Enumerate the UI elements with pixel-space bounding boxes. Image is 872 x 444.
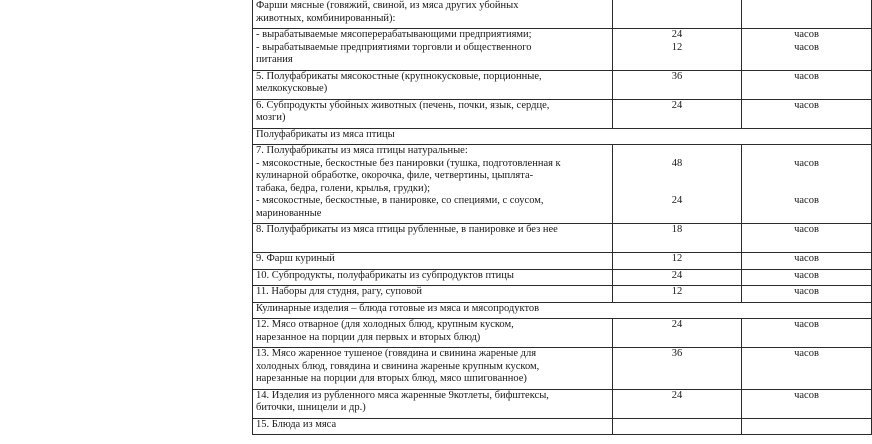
storage-term-cell (613, 253, 742, 270)
text-line (742, 83, 871, 96)
text-line (613, 332, 741, 345)
storage-term-cell (613, 418, 742, 435)
text-line: часов (794, 348, 819, 359)
text-line (742, 145, 871, 158)
text-line: 6. Субпродукты убойных животных (печень, почки, язык, сердце, (256, 99, 550, 111)
text-line: маринованные (256, 207, 322, 219)
text-line: часов (794, 29, 819, 40)
text-line: 7. Полуфабрикаты из мяса птицы натуральные: (256, 145, 468, 156)
text-line: Полуфабрикаты из мяса птицы (256, 128, 395, 140)
item-name-cell (253, 29, 613, 71)
text-line: 9. Фарш куриный (256, 253, 335, 264)
storage-term-cell (613, 99, 742, 128)
term-unit-cell (742, 0, 872, 29)
text-line: 10. Субпродукты, полуфабрикаты из субпродуктов птицы (256, 269, 514, 281)
text-line: 14. Изделия из рубленного мяса жаренные 9котлеты, бифштексы, (256, 389, 549, 401)
text-line (742, 402, 871, 415)
storage-term-cell (613, 70, 742, 99)
item-name-cell (253, 253, 613, 270)
item-name-cell (253, 99, 613, 128)
table-body (253, 0, 872, 435)
text-line (613, 145, 741, 158)
section-title-cell (253, 128, 872, 145)
text-line: 12. Мясо отварное (для холодных блюд, крупным куском, (256, 319, 514, 330)
table-row (253, 0, 872, 29)
text-line: - мясокостные, бескостные без панировки (тушка, подготовленная к (256, 157, 561, 169)
storage-term-cell (613, 389, 742, 418)
text-line: - вырабатываемые мясоперерабатывающими предприятиями; (256, 29, 532, 40)
text-line: часов (794, 41, 819, 53)
text-line (742, 112, 871, 125)
text-line: часов (794, 389, 819, 401)
term-unit-cell (742, 253, 872, 270)
text-line (742, 183, 871, 196)
term-unit-cell (742, 224, 872, 253)
term-unit-cell (742, 70, 872, 99)
text-line (742, 419, 871, 432)
storage-term-cell (613, 286, 742, 303)
table-row (253, 348, 872, 390)
text-line: 24 (671, 195, 683, 206)
term-unit-cell (742, 269, 872, 286)
table-row (253, 418, 872, 435)
text-line: 36 (671, 70, 683, 82)
term-unit-cell (742, 286, 872, 303)
text-line: 12 (671, 286, 683, 297)
text-line (742, 54, 871, 67)
text-line: часов (794, 195, 819, 206)
term-unit-cell (742, 348, 872, 390)
storage-term-cell (613, 224, 742, 253)
text-line: часов (794, 286, 819, 297)
text-line (742, 373, 871, 386)
text-line: 24 (671, 29, 683, 40)
text-line: 13. Мясо жаренное тушеное (говядина и свинина жареные для (256, 348, 537, 359)
term-unit-cell (742, 99, 872, 128)
table-row (253, 286, 872, 303)
text-line: 36 (671, 348, 683, 359)
item-name-cell (253, 70, 613, 99)
text-line: 12 (671, 41, 683, 53)
text-line (613, 13, 741, 26)
text-line (742, 332, 871, 345)
item-name-cell (253, 224, 613, 253)
text-line: часов (794, 269, 819, 281)
term-unit-cell (742, 389, 872, 418)
text-line: - вырабатываемые предприятиями торговли и общественного (256, 41, 532, 53)
text-line: 5. Полуфабрикаты мясокостные (крупнокусковые, порционные, (256, 70, 542, 82)
item-name-cell (253, 0, 613, 29)
text-line (613, 361, 741, 374)
text-line (613, 83, 741, 96)
text-line: нарезанные на порции для вторых блюд, мясо шпигованное) (256, 373, 527, 384)
text-line: 8. Полуфабрикаты из мяса птицы рубленные, в панировке и без нее (256, 224, 558, 235)
storage-terms-table (252, 0, 872, 435)
storage-term-cell (613, 29, 742, 71)
item-name-cell (253, 319, 613, 348)
item-name-cell (253, 418, 613, 435)
text-line: животных, комбинированный): (256, 12, 396, 24)
text-line: 24 (671, 269, 683, 281)
table-row (253, 224, 872, 253)
text-line (613, 0, 741, 13)
term-unit-cell (742, 418, 872, 435)
text-line: 24 (671, 99, 683, 111)
text-line: 24 (671, 389, 683, 401)
text-line (742, 170, 871, 183)
text-line: 11. Наборы для студня, рагу, суповой (256, 286, 422, 297)
item-name-cell (253, 348, 613, 390)
table-row (253, 269, 872, 286)
text-line: холодных блюд, говядина и свинина жареные крупным куском, (256, 360, 540, 372)
term-unit-cell (742, 145, 872, 224)
text-line (742, 0, 871, 13)
text-line (742, 237, 871, 250)
item-name-cell (253, 286, 613, 303)
text-line (742, 361, 871, 374)
text-line (613, 112, 741, 125)
storage-term-cell (613, 348, 742, 390)
section-row (253, 302, 872, 319)
section-title-cell (253, 302, 872, 319)
item-name-cell (253, 145, 613, 224)
table-row (253, 319, 872, 348)
term-unit-cell (742, 29, 872, 71)
table-row (253, 70, 872, 99)
table-row (253, 145, 872, 224)
table-row (253, 99, 872, 128)
storage-term-cell (613, 319, 742, 348)
text-line: 24 (671, 319, 683, 330)
text-line (613, 402, 741, 415)
text-line: мозги) (256, 112, 286, 123)
text-line: биточки, шницели и др.) (256, 402, 366, 413)
term-unit-cell (742, 319, 872, 348)
text-line (613, 170, 741, 183)
storage-term-cell (613, 145, 742, 224)
text-line: мелкокусковые) (256, 83, 328, 94)
text-line (613, 373, 741, 386)
section-row (253, 128, 872, 145)
text-line (613, 419, 741, 432)
text-line (613, 54, 741, 67)
text-line: Фарши мясные (говяжий, свиной, из мяса других убойных (256, 0, 519, 11)
table-row (253, 253, 872, 270)
text-line: 12 (671, 253, 683, 264)
text-line (742, 208, 871, 221)
text-line: часов (794, 157, 819, 169)
text-line: 18 (671, 224, 683, 235)
text-line: часов (794, 253, 819, 264)
text-line (613, 183, 741, 196)
text-line (613, 237, 741, 250)
text-line: питания (256, 54, 293, 65)
text-line (256, 237, 610, 250)
text-line: 48 (671, 157, 683, 169)
text-line: часов (794, 224, 819, 235)
text-line: - мясокостные, бескостные, в панировке, со специями, с соусом, (256, 195, 544, 206)
storage-term-cell (613, 0, 742, 29)
text-line: Кулинарные изделия – блюда готовые из мяса и мясопродуктов (256, 302, 540, 314)
text-line: табака, бедра, голени, крылья, грудки); (256, 182, 431, 194)
text-line (742, 13, 871, 26)
text-line: часов (794, 99, 819, 111)
text-line: часов (794, 70, 819, 82)
text-line (613, 208, 741, 221)
storage-term-cell (613, 269, 742, 286)
text-line: часов (794, 319, 819, 330)
text-line: 15. Блюда из мяса (256, 418, 337, 430)
text-line: кулинарной обработке, окорочка, филе, четвертины, цыплята- (256, 170, 534, 181)
item-name-cell (253, 269, 613, 286)
text-line: нарезанное на порции для первых и вторых блюд) (256, 331, 481, 343)
table-row (253, 29, 872, 71)
table-row (253, 389, 872, 418)
item-name-cell (253, 389, 613, 418)
